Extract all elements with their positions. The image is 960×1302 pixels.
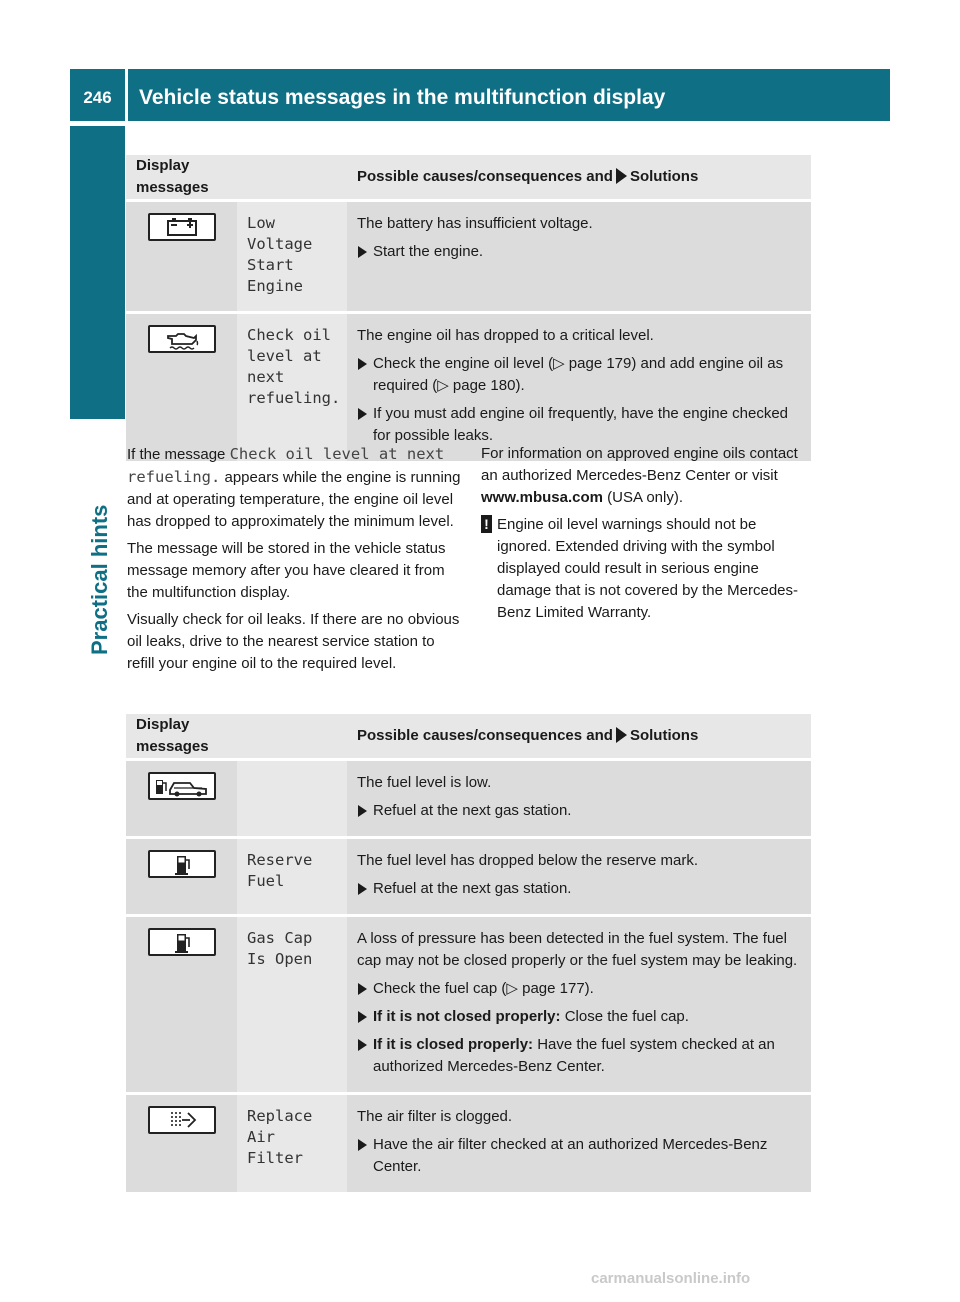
solution-step: If it is not closed properly: Close the fuel cap.: [357, 1006, 801, 1028]
body-right-column: For information on approved engine oils contact an authorized Mercedes-Benz Center or visit www.mbusa.com (USA only). ! Engine oil level warnings should not be ignored. Extended driving with the symbol displayed could result in serious engine damage that is not covered by the Mercedes-Benz Limited Warranty.: [481, 443, 813, 629]
table-row: Reserve Fuel The fuel level has dropped below the reserve mark. Refuel at the next gas station.: [126, 838, 811, 916]
side-label-text: Practical hints: [87, 504, 112, 655]
solution-step: Refuel at the next gas station.: [357, 878, 801, 900]
side-tab-block: [70, 126, 125, 419]
arrow-icon: [616, 727, 627, 743]
body-left-column: If the message Check oil level at next refueling. appears while the engine is running and at operating temperature, the engine oil level has dropped to approximately the minimum level. The message will be stored in the vehicle status message memory after you have cleared it from the multifunction display. Visually check for oil leaks. If there are no obvious oil leaks, drive to the nearest service station to refill your engine oil to the required level.: [127, 445, 461, 672]
warning-note: ! Engine oil level warnings should not be ignored. Extended driving with the symbol displayed could result in serious engine damage that is not covered by the Mercedes-Benz Limited Warranty.: [481, 514, 813, 624]
page-number: 246: [70, 69, 125, 121]
warning-icon: !: [481, 515, 492, 533]
table-row: Low Voltage Start Engine The battery has insufficient voltage. Start the engine.: [126, 201, 811, 313]
table-header-display: Display messages: [126, 155, 237, 201]
page-title: Vehicle status messages in the multifunction display: [128, 69, 890, 121]
solution-step: Have the air filter checked at an authorized Mercedes-Benz Center.: [357, 1134, 801, 1178]
messages-table-2: [126, 714, 811, 1192]
fuel-pump-icon: [148, 850, 216, 878]
messages-table-1: [126, 155, 811, 461]
oil-can-icon: [148, 325, 216, 353]
table-row: Replace Air Filter The air filter is clogged. Have the air filter checked at an authorized Mercedes-Benz Center.: [126, 1094, 811, 1193]
table-row: Gas Cap Is Open A loss of pressure has been detected in the fuel system. The fuel cap may not be closed properly or the fuel system may be leaking. Check the fuel cap (▷ page 177). If it is not closed properly: Close the fuel cap. If it is closed properly: Have the fuel system checked at an authorized Mercedes-Benz Center.: [126, 916, 811, 1094]
table-header-display: Display messages: [126, 714, 237, 760]
solution-step: Start the engine.: [357, 241, 801, 263]
solution-step: If it is closed properly: Have the fuel system checked at an authorized Mercedes-Benz Center.: [357, 1034, 801, 1078]
table-row: The fuel level is low. Refuel at the next gas station.: [126, 760, 811, 838]
table-row: Check oil level at next refueling. The engine oil has dropped to a critical level. Check the engine oil level (▷ page 179) and add engine oil as required (▷ page 180). If you must add engine oil frequently, have the engine checked for possible leaks.: [126, 313, 811, 462]
table-header-causes: Possible causes/consequences and Solutions: [237, 155, 811, 201]
table-header-causes: Possible causes/consequences and Solutions: [237, 714, 811, 760]
solution-step: If you must add engine oil frequently, have the engine checked for possible leaks.: [357, 403, 801, 447]
air-filter-icon: [148, 1106, 216, 1134]
solution-step: Check the fuel cap (▷ page 177).: [357, 978, 801, 1000]
page-header: [70, 69, 890, 121]
website-link[interactable]: www.mbusa.com: [481, 489, 603, 506]
arrow-icon: [616, 168, 627, 184]
watermark: carmanualsonline.info: [591, 1270, 751, 1287]
solution-step: Check the engine oil level (▷ page 179) and add engine oil as required (▷ page 180).: [357, 353, 801, 397]
fuel-pump-icon: [148, 928, 216, 956]
solution-step: Refuel at the next gas station.: [357, 800, 801, 822]
fuel-pump-car-icon: [148, 772, 216, 800]
battery-icon: [148, 213, 216, 241]
